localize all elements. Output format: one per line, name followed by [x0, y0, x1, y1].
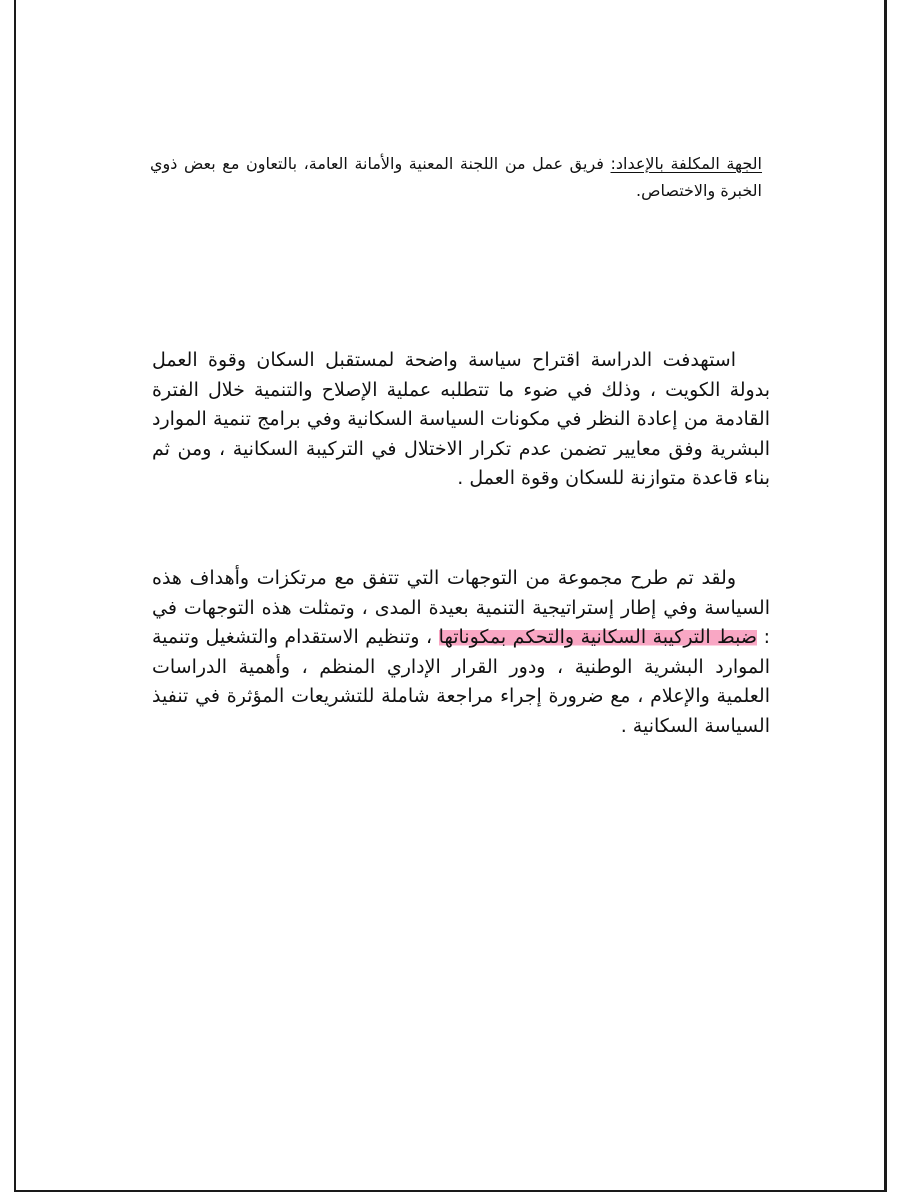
highlighted-phrase: ضبط التركيبة السكانية والتحكم بمكوناتها	[438, 626, 758, 648]
paragraph-directions-start: ولقد تم طرح مجموعة من التوجهات التي تتفق مع مرتكزات وأهداف هذه السياسة وفي إطار إستراتيجية التنمية بعيدة المدى ، وتمثلت هذه التوجهات في :	[152, 567, 770, 648]
paragraph-directions	[152, 564, 770, 741]
header-text: فريق عمل من اللجنة المعنية والأمانة العامة، بالتعاون مع بعض ذوي الخبرة والاختصاص.	[150, 154, 762, 200]
header-label: الجهة المكلفة بالإعداد:	[610, 154, 763, 173]
paragraph-objective: استهدفت الدراسة اقتراح سياسة واضحة لمستقبل السكان وقوة العمل بدولة الكويت ، وذلك في ضوء ما تتطلبه عملية الإصلاح والتنمية خلال الفترة القادمة من إعادة النظر في مكونات السياسة السكانية وفي برامج تنمية الموارد البشرية وفق معايير تضمن عدم تكرار الاختلال في التركيبة السكانية ، ومن ثم بناء قاعدة متوازنة للسكان وقوة العمل .	[152, 349, 770, 489]
preparation-header	[150, 150, 762, 204]
paragraph-directions-end: ، وتنظيم الاستقدام والتشغيل وتنمية الموارد البشرية الوطنية ، ودور القرار الإداري المنظم ، وأهمية الدراسات العلمية والإعلام ، مع ضرورة إجراء مراجعة شاملة للتشريعات المؤثرة في تنفيذ السياسة السكانية .	[152, 626, 770, 737]
